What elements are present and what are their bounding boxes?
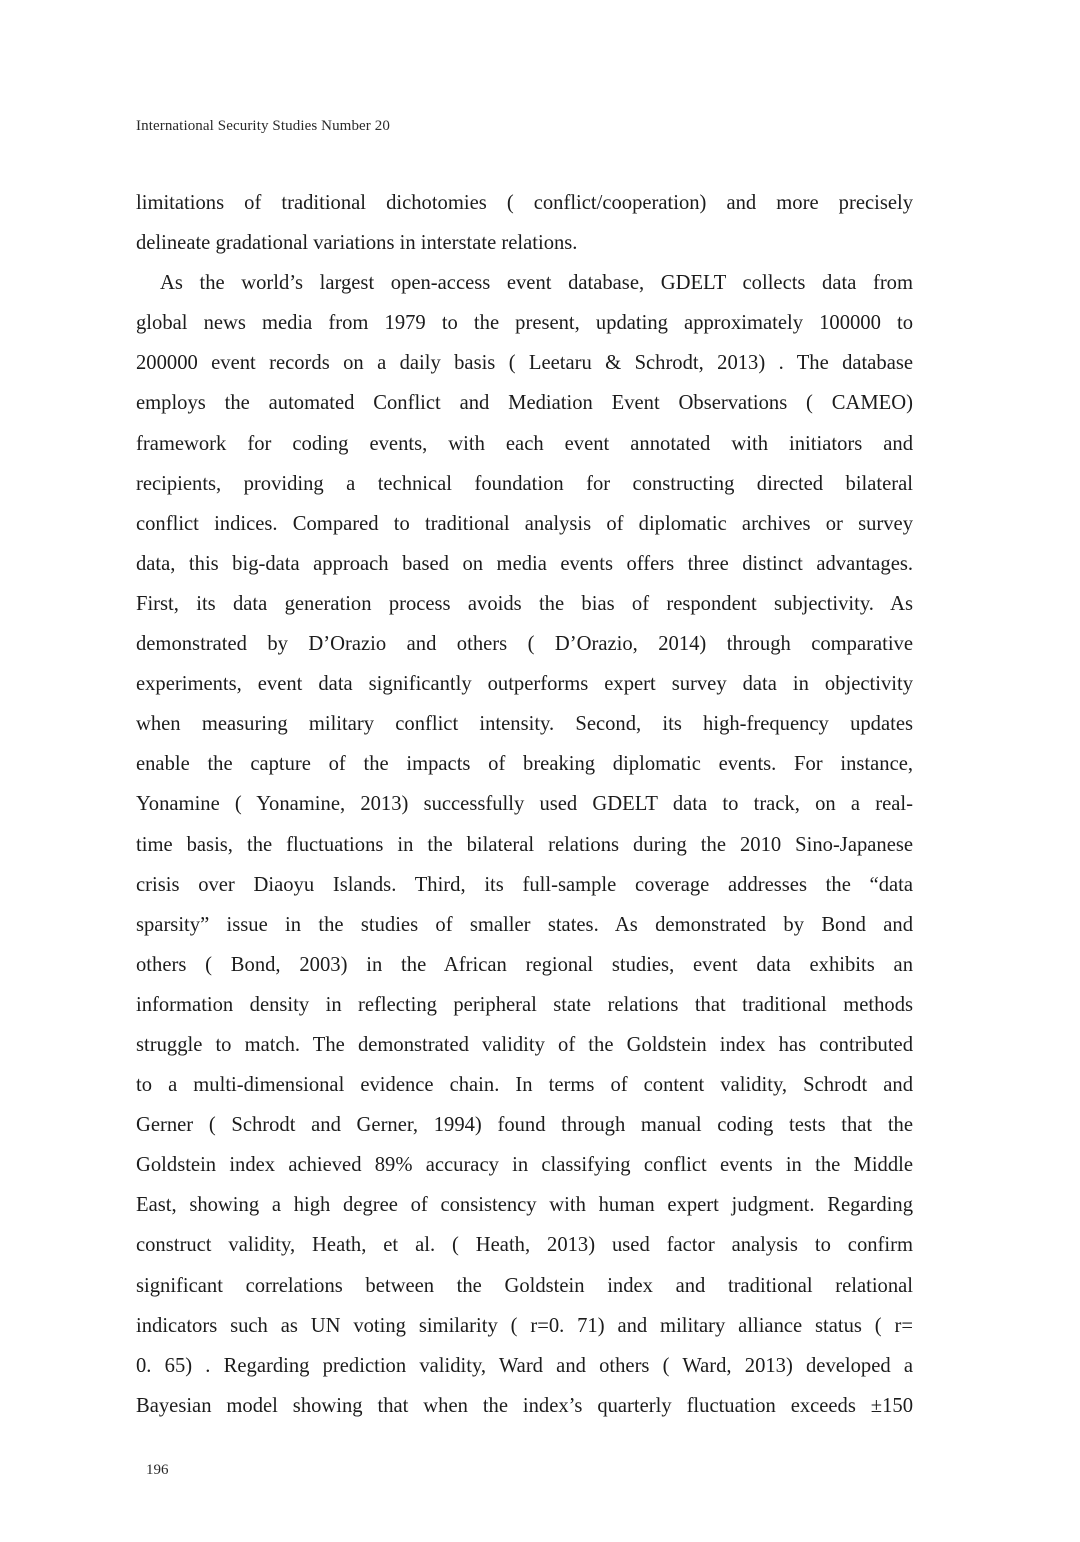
text-line: sparsity” issue in the studies of smaller states. As demonstrated by Bond and [136,913,913,936]
text-line: 0. 65) . Regarding prediction validity, Ward and others ( Ward, 2013) developed a [136,1354,913,1377]
text-line: employs the automated Conflict and Mediation Event Observations ( CAMEO) [136,392,913,415]
text-line: when measuring military conflict intensity. Second, its high-frequency updates [136,713,913,736]
text-line: construct validity, Heath, et al. ( Heath, 2013) used factor analysis to confirm [136,1234,913,1257]
text-line: significant correlations between the Goldstein index and traditional relational [136,1274,913,1297]
text-line: enable the capture of the impacts of breaking diplomatic events. For instance, [136,753,913,776]
text-line: information density in reflecting peripheral state relations that traditional methods [136,993,913,1016]
text-line: global news media from 1979 to the present, updating approximately 100000 to [136,312,913,335]
text-line: As the world’s largest open-access event database, GDELT collects data from [160,272,913,295]
text-line: East, showing a high degree of consistency with human expert judgment. Regarding [136,1194,913,1217]
page-number: 196 [146,1462,169,1478]
text-line: Gerner ( Schrodt and Gerner, 1994) found through manual coding tests that the [136,1114,913,1137]
text-line: Goldstein index achieved 89% accuracy in classifying conflict events in the Middle [136,1154,913,1177]
text-line: to a multi-dimensional evidence chain. In terms of content validity, Schrodt and [136,1074,913,1097]
text-line: data, this big-data approach based on media events offers three distinct advantages. [136,552,913,575]
text-line: limitations of traditional dichotomies ( conflict/cooperation) and more precisely [136,192,913,214]
text-line: First, its data generation process avoids the bias of respondent subjectivity. As [136,592,913,615]
text-line: conflict indices. Compared to traditional analysis of diplomatic archives or survey [136,512,913,535]
text-line: framework for coding events, with each event annotated with initiators and [136,432,913,455]
text-line: experiments, event data significantly outperforms expert survey data in objectivity [136,673,913,696]
text-line: indicators such as UN voting similarity ( r=0. 71) and military alliance status ( r= [136,1314,913,1337]
running-header: International Security Studies Number 20 [136,118,390,134]
text-line: crisis over Diaoyu Islands. Third, its full-sample coverage addresses the “data [136,873,913,896]
text-line: 200000 event records on a daily basis ( Leetaru & Schrodt, 2013) . The database [136,352,913,375]
text-line: demonstrated by D’Orazio and others ( D’Orazio, 2014) through comparative [136,633,913,656]
text-line: Yonamine ( Yonamine, 2013) successfully used GDELT data to track, on a real- [136,793,913,816]
text-line: others ( Bond, 2003) in the African regional studies, event data exhibits an [136,953,913,976]
body-text [136,183,913,1426]
text-line: delineate gradational variations in interstate relations. [136,232,578,255]
text-line: recipients, providing a technical foundation for constructing directed bilateral [136,472,913,495]
text-line: time basis, the fluctuations in the bilateral relations during the 2010 Sino-Japanese [136,833,913,856]
text-line: struggle to match. The demonstrated validity of the Goldstein index has contributed [136,1033,913,1056]
text-line: Bayesian model showing that when the index’s quarterly fluctuation exceeds ±150 [136,1394,913,1417]
